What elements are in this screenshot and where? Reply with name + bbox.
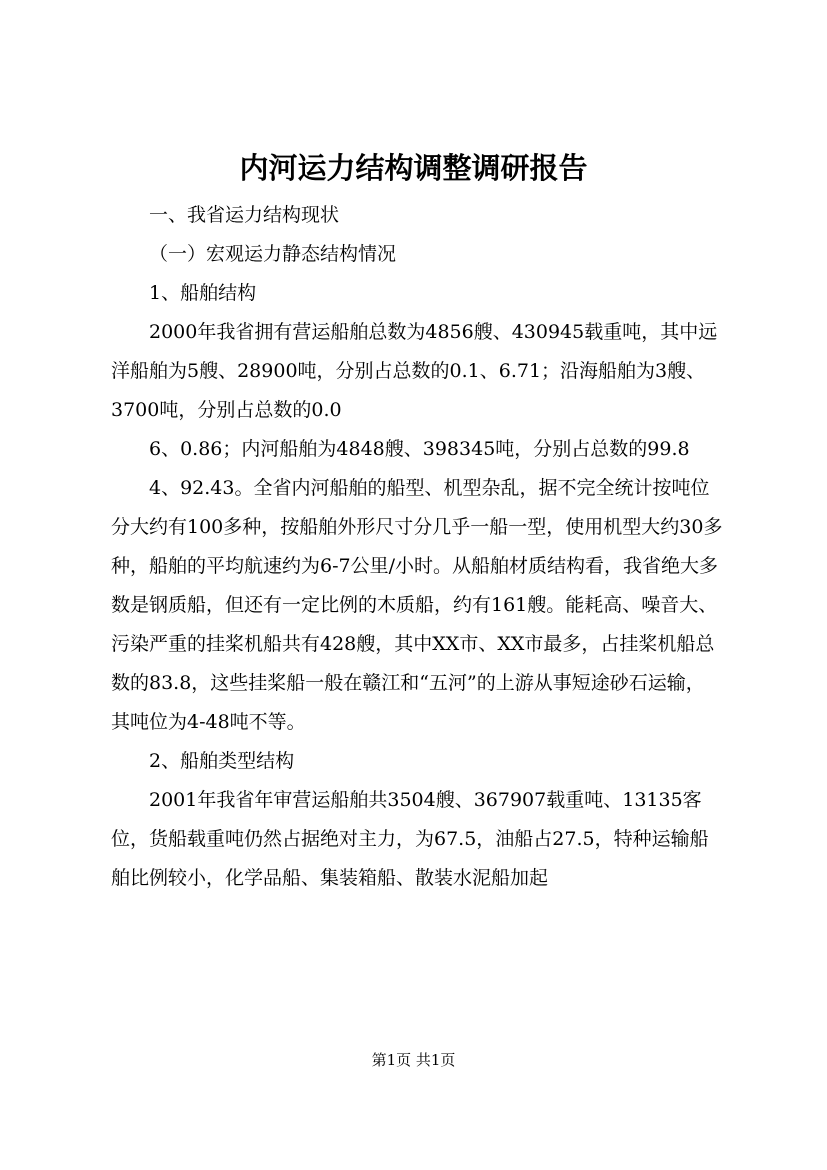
page-footer: 第1页 共1页	[371, 1051, 456, 1069]
body-paragraph: 6、0.86；内河船舶为4848艘、398345吨，分别占总数的99.8	[149, 438, 690, 460]
document-title: 内河运力结构调整调研报告	[239, 151, 588, 185]
section-heading: 一、我省运力结构现状	[149, 204, 340, 226]
item-heading: 1、船舶结构	[149, 282, 257, 304]
document-body	[111, 196, 723, 898]
body-paragraph: 4、92.43。全省内河船舶的船型、机型杂乱，据不完全统计按吨位分大约有100多种，按船舶外形尺寸分几乎一船一型，使用机型大约30多种，船舶的平均航速约为6-7公里/小时。从船舶材质结构看，我省绝大多数是钢质船，但还有一定比例的木质船，约有161艘。能耗高、噪音大、污染严重的挂桨机船共有428艘，其中XX市、XX市最多，占挂桨机船总数的83.8，这些挂桨船一般在赣江和“五河”的上游从事短途砂石运输，其吨位为4-48吨不等。	[111, 477, 723, 733]
body-paragraph: 2000年我省拥有营运船舶总数为4856艘、430945载重吨，其中远洋船舶为5艘、28900吨，分别占总数的0.1、6.71；沿海船舶为3艘、3700吨，分别占总数的0.0	[111, 321, 718, 421]
item-heading: 2、船舶类型结构	[149, 750, 295, 772]
subsection-heading: （一）宏观运力静态结构情况	[149, 243, 397, 265]
body-paragraph: 2001年我省年审营运船舶共3504艘、367907载重吨、13135客位，货船载重吨仍然占据绝对主力，为67.5，油船占27.5，特种运输船舶比例较小，化学品船、集装箱船、散装水泥船加起	[111, 789, 709, 889]
